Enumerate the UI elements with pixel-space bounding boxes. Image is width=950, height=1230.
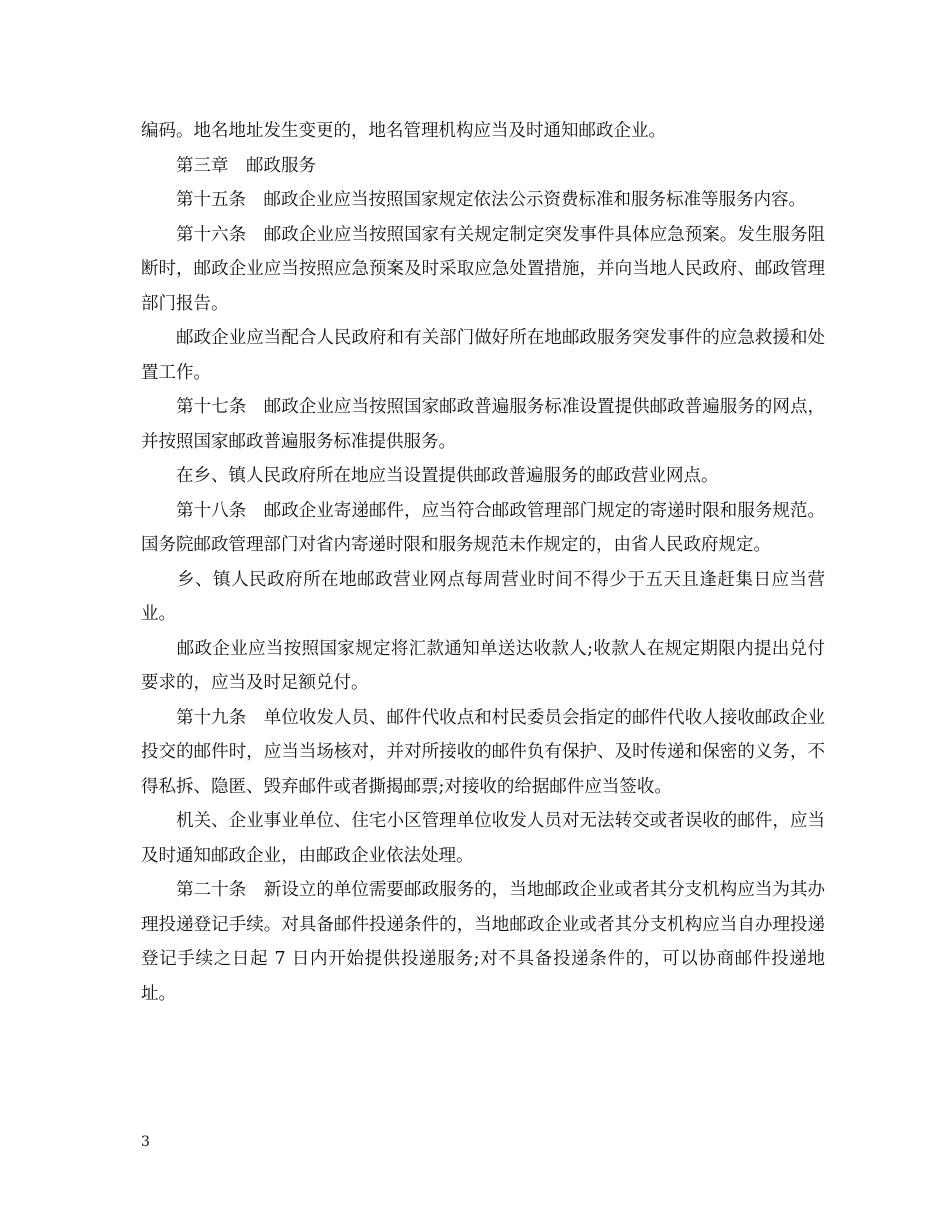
document-body bbox=[141, 114, 825, 1011]
article-17-clause-2: 在乡、镇人民政府所在地应当设置提供邮政普遍服务的邮政营业网点。 bbox=[141, 466, 719, 486]
article-16: 第十六条 邮政企业应当按照国家有关规定制定突发事件具体应急预案。发生服务阻断时，邮政企业应当按照应急预案及时采取应急处置措施，并向当地人民政府、邮政管理部门报告。 bbox=[141, 224, 825, 314]
paragraph-continuation: 编码。地名地址发生变更的，地名管理机构应当及时通知邮政企业。 bbox=[141, 121, 666, 141]
article-18: 第十八条 邮政企业寄递邮件，应当符合邮政管理部门规定的寄递时限和服务规范。国务院邮政管理部门对省内寄递时限和服务规范未作规定的，由省人民政府规定。 bbox=[141, 500, 825, 555]
article-18-clause-3: 邮政企业应当按照国家规定将汇款通知单送达收款人;收款人在规定期限内提出兑付要求的，应当及时足额兑付。 bbox=[141, 638, 825, 693]
article-15: 第十五条 邮政企业应当按照国家规定依法公示资费标准和服务标准等服务内容。 bbox=[141, 190, 806, 210]
page-number: 3 bbox=[141, 1134, 150, 1150]
article-20: 第二十条 新设立的单位需要邮政服务的，当地邮政企业或者其分支机构应当为其办理投递登记手续。对具备邮件投递条件的，当地邮政企业或者其分支机构应当自办理投递登记手续之日起 7 日内开始提供投递服务;对不具备投递条件的，可以协商邮件投递地址。 bbox=[141, 880, 825, 1004]
article-18-clause-2: 乡、镇人民政府所在地邮政营业网点每周营业时间不得少于五天且逢赶集日应当营业。 bbox=[141, 569, 825, 624]
article-16-clause-2: 邮政企业应当配合人民政府和有关部门做好所在地邮政服务突发事件的应急救援和处置工作。 bbox=[141, 328, 825, 383]
article-19-clause-2: 机关、企业事业单位、住宅小区管理单位收发人员对无法转交或者误收的邮件，应当及时通知邮政企业，由邮政企业依法处理。 bbox=[141, 811, 825, 866]
chapter-heading: 第三章 邮政服务 bbox=[141, 155, 316, 176]
article-19: 第十九条 单位收发人员、邮件代收点和村民委员会指定的邮件代收人接收邮政企业投交的邮件时，应当当场核对，并对所接收的邮件负有保护、及时传递和保密的义务，不得私拆、隐匿、毁弃邮件或者撕揭邮票;对接收的给据邮件应当签收。 bbox=[141, 707, 825, 797]
article-17: 第十七条 邮政企业应当按照国家邮政普遍服务标准设置提供邮政普遍服务的网点，并按照国家邮政普遍服务标准提供服务。 bbox=[141, 397, 825, 452]
